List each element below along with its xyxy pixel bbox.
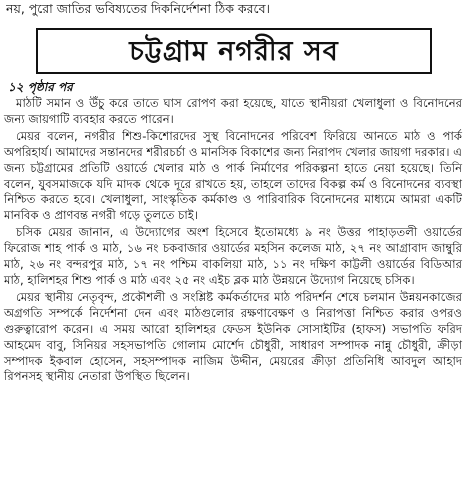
article-paragraph: চসিক মেয়র জানান, এ উদ্যোগের অংশ হিসেবে ইতোমধ্যে ৯ নং উত্তর পাহাড়তলী ওয়ার্ডের ফিরোজ শাহ পার্ক ও মাঠ, ১৬ নং চকবাজার ওয়ার্ডের মহসিন কলেজ মাঠ, ২৭ নং আগ্রাবাদ জাম্বুরি মাঠ, ২৬ নং বন্দরপুর মাঠ, ১৭ নং পশ্চিম বাকলিয়া মাঠ, ১১ নং দক্ষিণ কাট্টলী ওয়ার্ডের বিডিআর মাঠ, হালিশহর শিশু পার্ক ও মাঠ এবং ২৫ নং এইচ ব্লক মাঠ উন্নয়নে উদ্যোগ নিয়েছে চসিক। xyxy=(4,225,462,287)
headline-box xyxy=(36,28,432,74)
previous-article-last-line: নয়, পুরো জাতির ভবিষ্যতের দিকনির্দেশনা ঠিক করবে। xyxy=(6,1,270,16)
article-body xyxy=(4,96,462,386)
article-paragraph: মাঠটি সমান ও উঁচু করে তাতে ঘাস রোপণ করা হয়েছে, যাতে স্থানীয়রা খেলাধুলা ও বিনোদনের জন্য জায়গাটি ব্যবহার করতে পারেন। xyxy=(4,96,462,126)
article-paragraph: মেয়র স্থানীয় নেতৃবৃন্দ, প্রকৌশলী ও সংশ্লিষ্ট কর্মকর্তাদের মাঠ পরিদর্শন শেষে চলমান উন্নয়নকাজের অগ্রগতি সম্পর্কে নির্দেশনা দেন এবং মাঠগুলোর রক্ষণাবেক্ষণ ও নিরাপত্তা নিশ্চিত করার ওপরও গুরুত্বারোপ করেন। এ সময় আরো হালিশহর ফেডস ইউনিক সোসাইটির (হাফস) সভাপতি ফরিদ আহমেদ বাবু, সিনিয়র সহসভাপতি গোলাম মোর্শেদ চৌধুরী, সাধারণ সম্পাদক নান্নু চৌধুরী, ক্রীড়া সম্পাদক ইকবাল হোসেন, সহসম্পাদক নাজিম উদ্দীন, মেয়রের ক্রীড়া প্রতিনিধি আবদুল আহাদ রিপনসহ স্থানীয় নেতারা উপস্থিত ছিলেন। xyxy=(4,289,462,384)
article-paragraph: মেয়র বলেন, নগরীর শিশু-কিশোরদের সুস্থ বিনোদনের পরিবেশ ফিরিয়ে আনতে মাঠ ও পার্ক অপরিহার্য। আমাদের সন্তানদের শরীরচর্চা ও মানসিক বিকাশের জন্য নিরাপদ খেলার জায়গা দরকার। এ জন্য চট্টগ্রামের প্রতিটি ওয়ার্ডে খেলার মাঠ ও পার্ক নির্মাণের পরিকল্পনা হাতে নেয়া হয়েছে। তিনি বলেন, যুবসমাজকে যদি মাদক থেকে দূরে রাখতে হয়, তাহলে তাদের বিকল্প কর্ম ও বিনোদনের ব্যবস্থা নিশ্চিত করতে হবে। খেলাধুলা, সাংস্কৃতিক কর্মকাণ্ড ও পারিবারিক বিনোদনের মাধ্যমে আমরা একটি মানবিক ও প্রাণবন্ত নগরী গড়ে তুলতে চাই। xyxy=(4,128,462,223)
headline: চট্টগ্রাম নগরীর সব xyxy=(129,35,339,67)
continued-from-page: ১২ পৃষ্ঠার পর xyxy=(8,80,73,94)
